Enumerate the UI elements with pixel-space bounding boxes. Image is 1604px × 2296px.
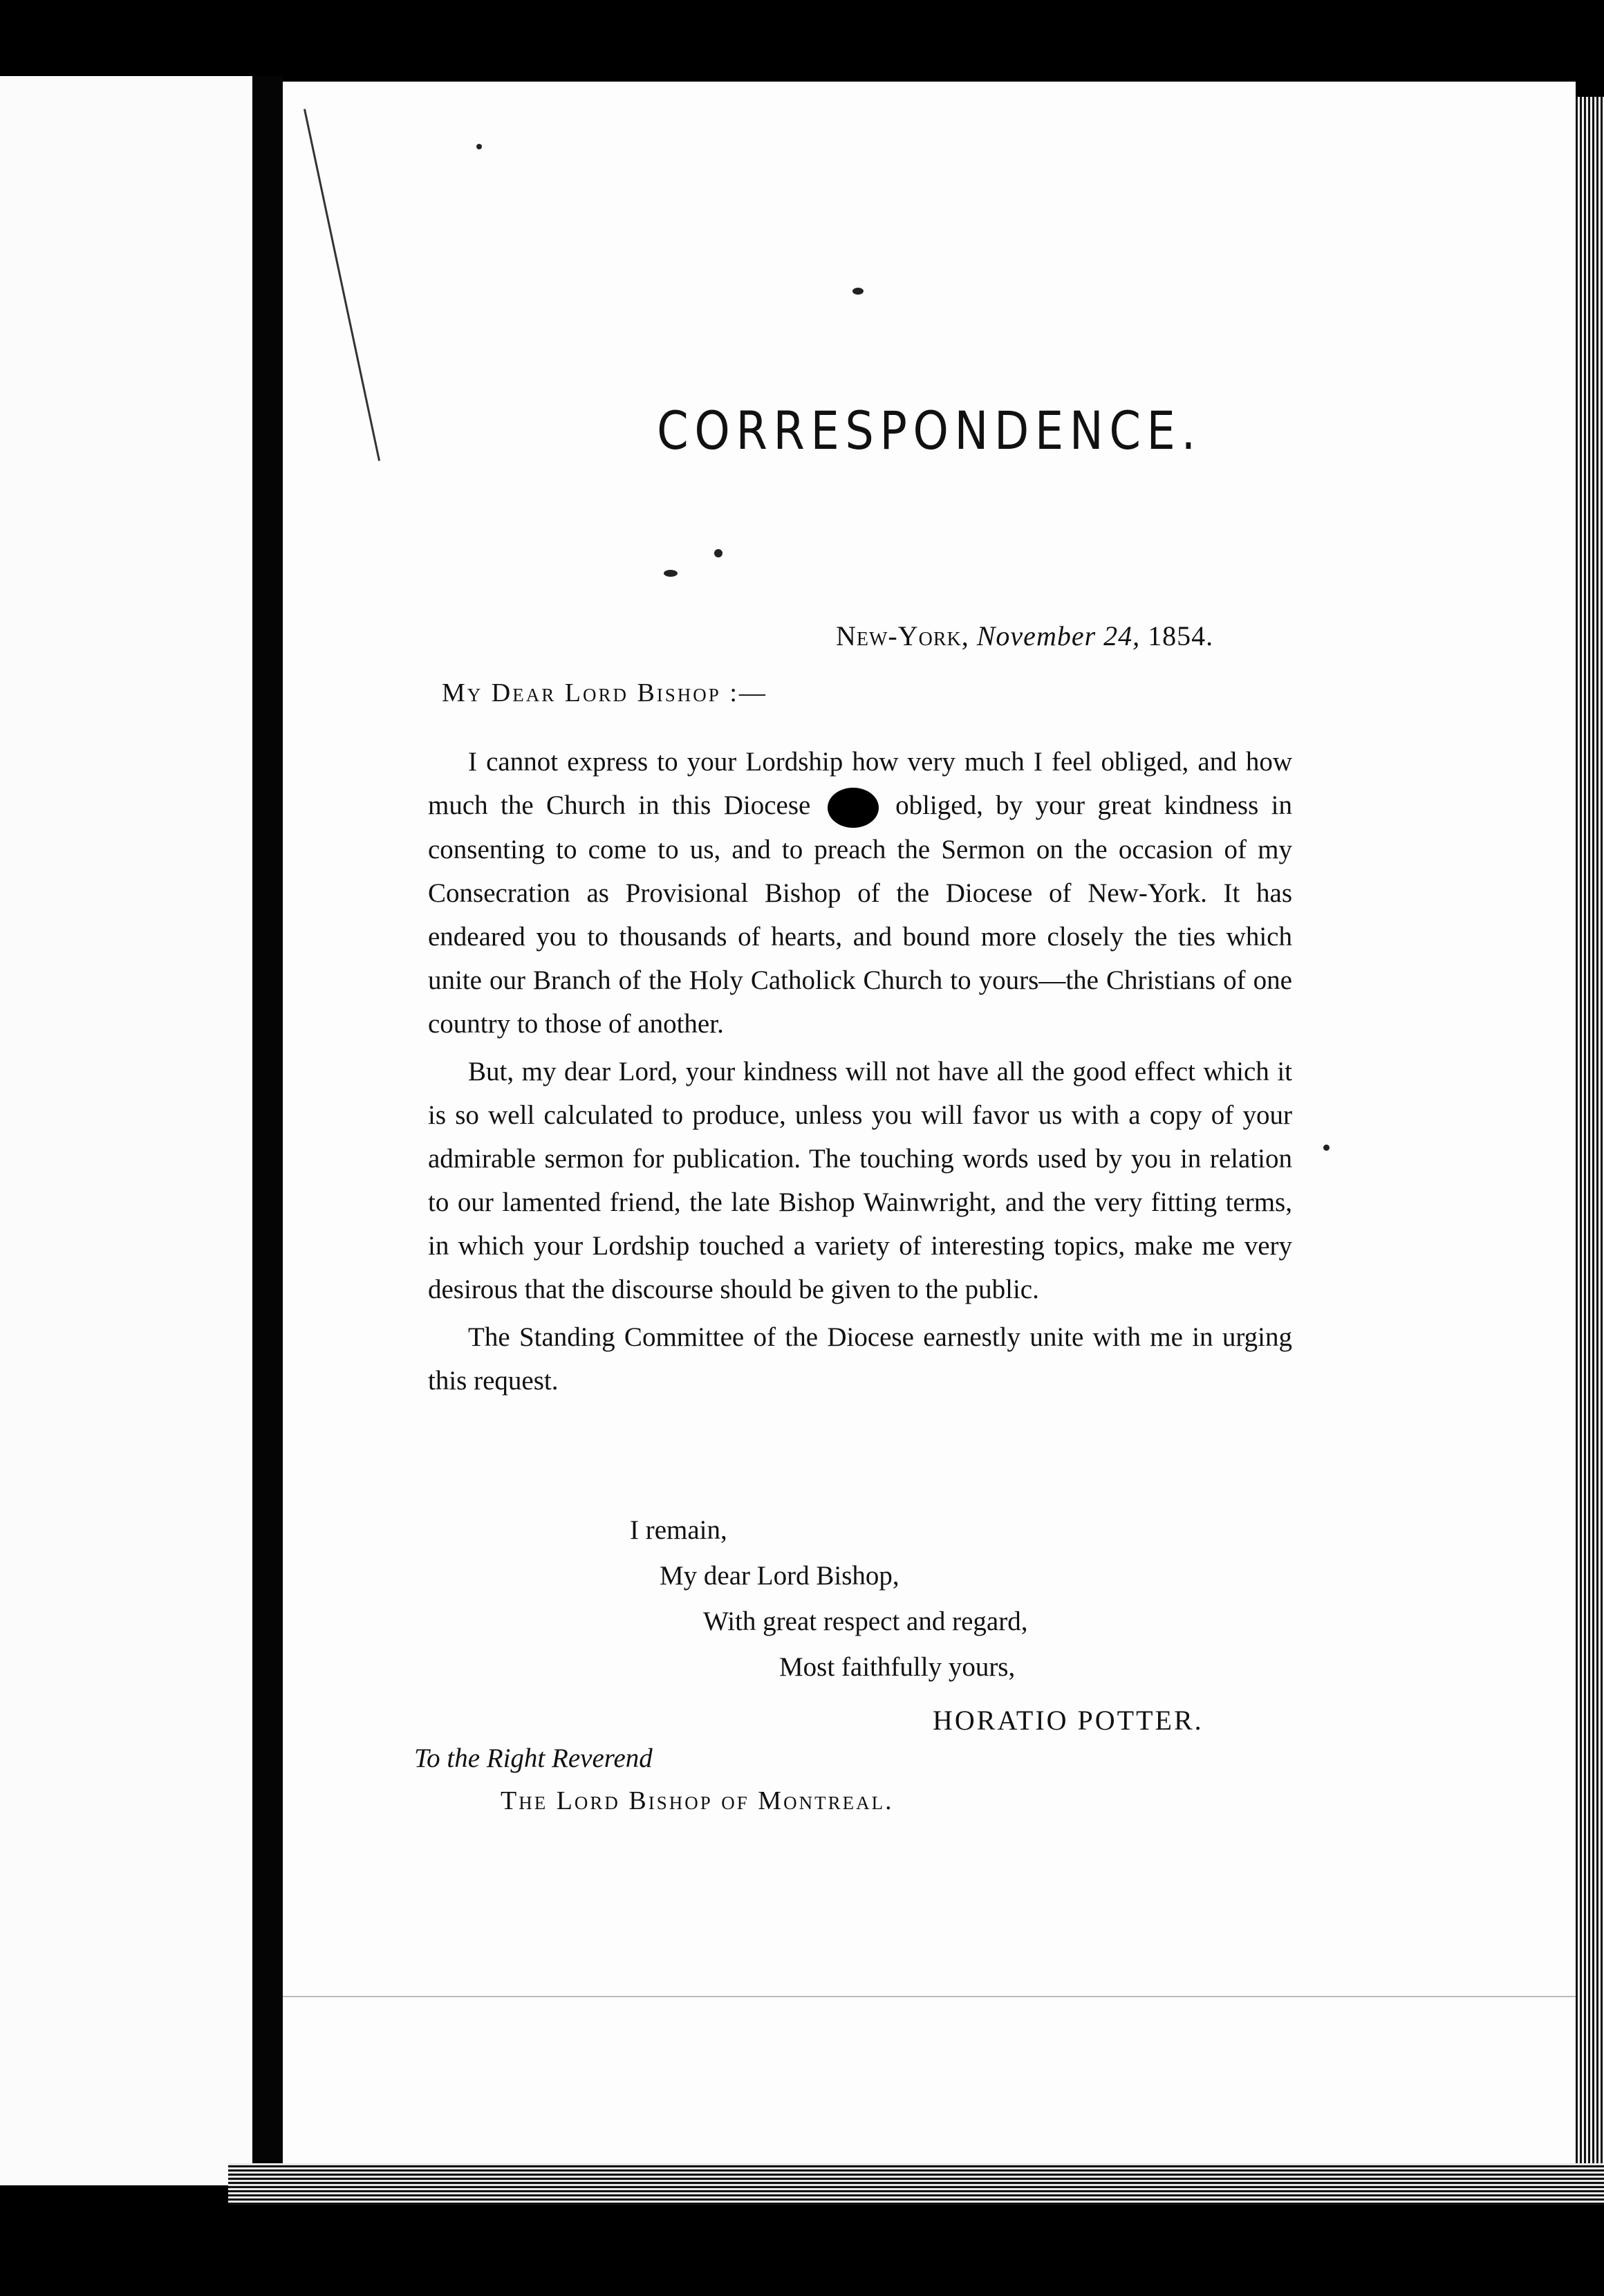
- ink-speck: [476, 144, 482, 149]
- paragraph-3: The Standing Committee of the Diocese earnestly unite with me in urging this request.: [428, 1322, 1292, 1396]
- ink-speck: [1323, 1145, 1330, 1151]
- page-bottom-edge: [228, 2163, 1604, 2205]
- document-page: [283, 82, 1576, 2163]
- page-crease: [304, 109, 380, 461]
- ink-speck: [852, 288, 864, 295]
- ink-speck: [714, 549, 722, 557]
- addressee-line-2: The Lord Bishop of Montreal.: [501, 1786, 894, 1815]
- ink-speck: [664, 570, 678, 577]
- closing-line-3: With great respect and regard,: [703, 1607, 1028, 1636]
- dateline-date: November 24,: [976, 620, 1141, 651]
- ink-blot: [828, 788, 879, 828]
- paragraph-2: But, my dear Lord, your kindness will not have all the good effect which it is so well calculated to produce, unless you will favor us with a copy of your admirable sermon for publication. The touching words used by you in relation to our lamented friend, the late Bishop Wainwright, and the very fitting terms, in which your Lordship touched a variety of interesting topics, make me very desirous that the discourse should be given to the public.: [428, 1057, 1292, 1305]
- letter-body: [428, 740, 1292, 1407]
- closing-line-2: My dear Lord Bishop,: [660, 1561, 899, 1591]
- page-title: CORRESPONDENCE.: [657, 400, 1202, 461]
- paragraph-1: [428, 740, 1292, 1046]
- facing-page: [0, 76, 252, 2185]
- paragraph-1-part-a: I cannot express to your Lordship how very much I feel obliged, and how much the Church in this Diocese: [428, 747, 1292, 820]
- dateline-place: New-York,: [836, 620, 969, 651]
- dateline: [836, 620, 1213, 652]
- page-edge: [1576, 97, 1604, 2185]
- paragraph-1-part-b: obliged, by your great kindness in consenting to come to us, and to preach the Sermon on the occasion of my Consecration as Provisional Bishop of the Diocese of New-York. It has endeared you to thousands of hearts, and bound more closely the ties which unite our Branch of the Holy Catholick Church to yours—the Christians of one country to those of another.: [428, 790, 1293, 1039]
- book-gutter: [252, 76, 283, 2185]
- closing-line-1: I remain,: [630, 1515, 727, 1545]
- dateline-year: 1854.: [1148, 620, 1214, 651]
- signature: HORATIO POTTER.: [933, 1705, 1204, 1736]
- page-fold-line: [283, 1996, 1576, 1997]
- closing-line-4: Most faithfully yours,: [779, 1652, 1016, 1682]
- salutation: My Dear Lord Bishop :—: [442, 678, 767, 707]
- addressee-line-1: To the Right Reverend: [414, 1743, 653, 1773]
